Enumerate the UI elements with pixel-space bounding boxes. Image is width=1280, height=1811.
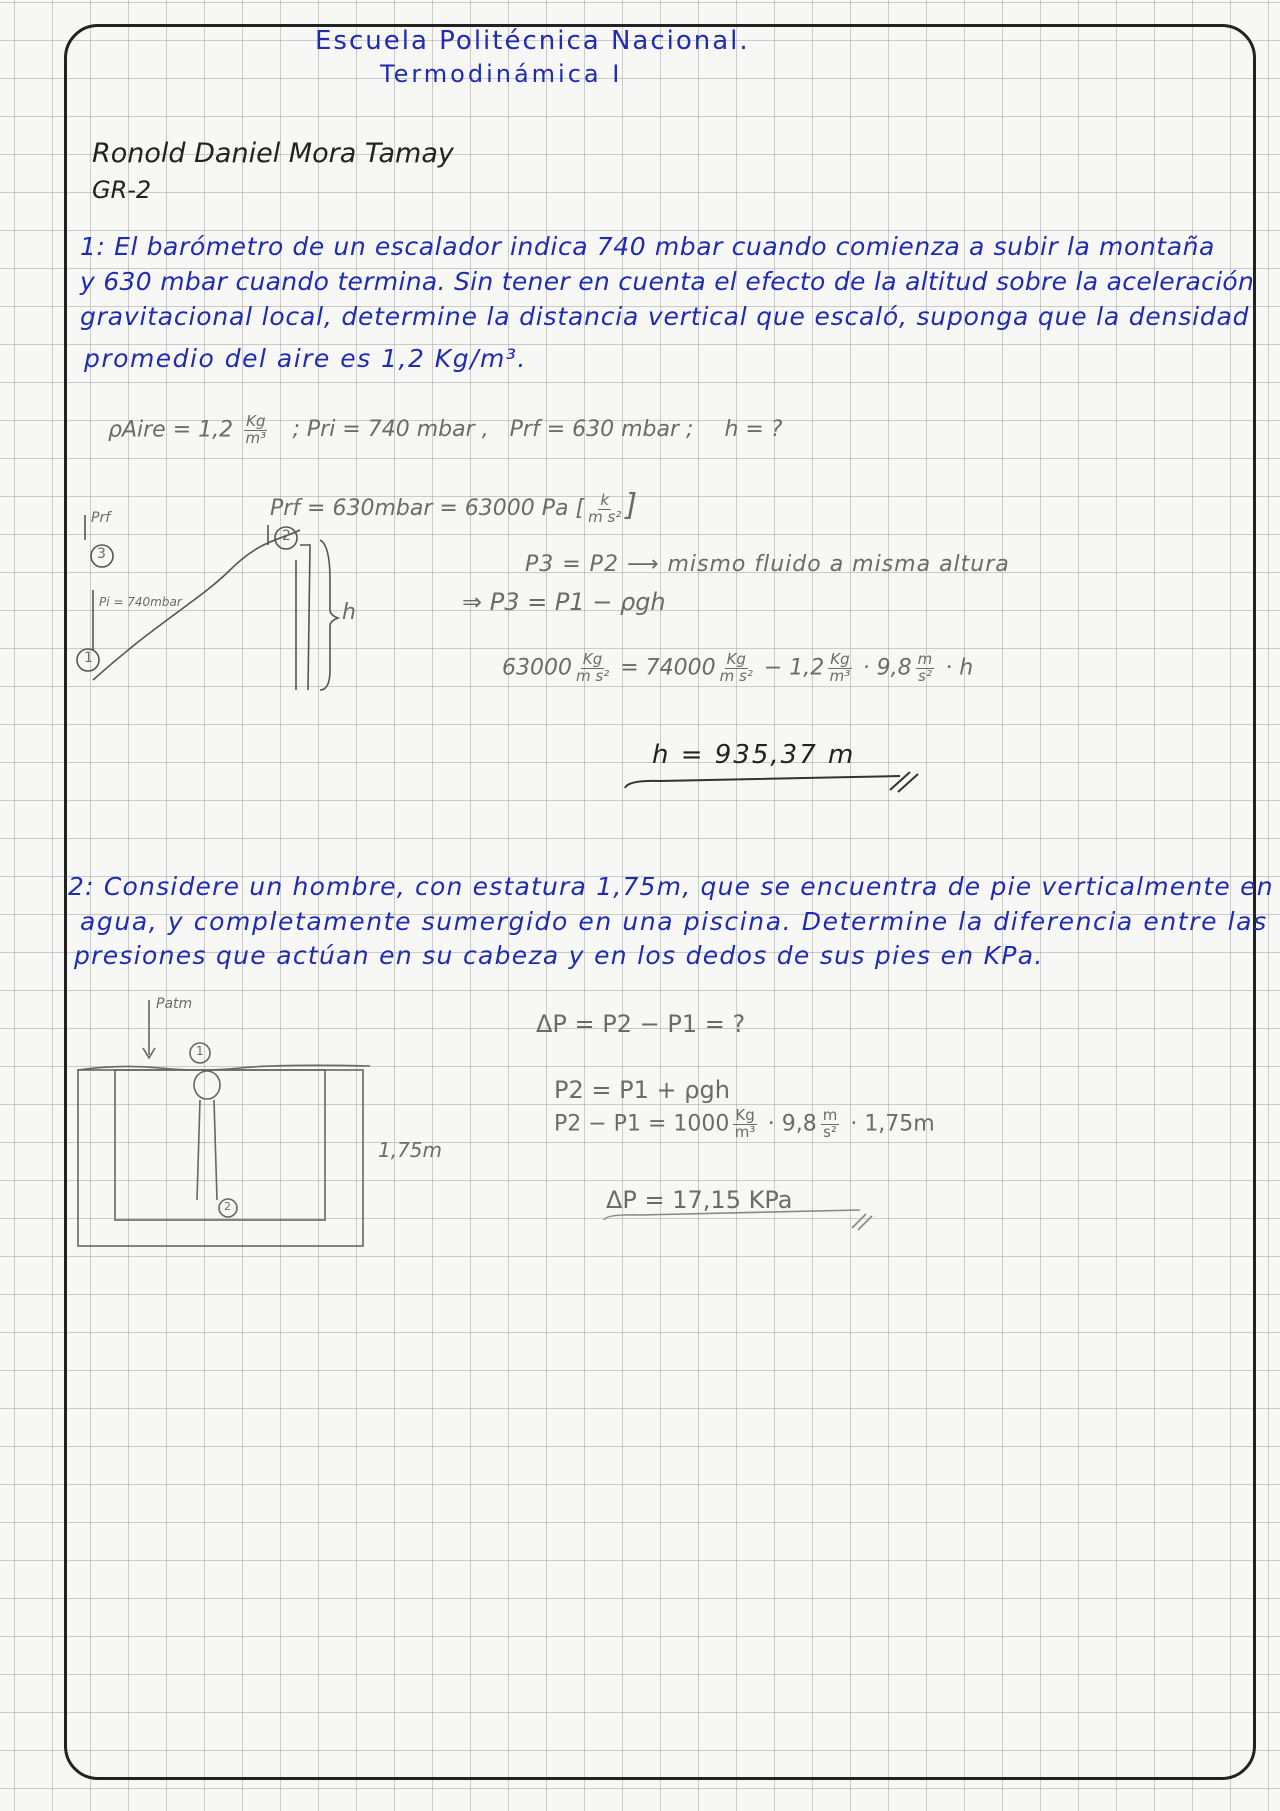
diagram-height-label: h bbox=[342, 600, 356, 625]
given-values bbox=[108, 414, 782, 447]
solution-step: ⇒ P3 = P1 − ρgh bbox=[462, 588, 666, 616]
diagram-point-3: 3 bbox=[97, 546, 106, 562]
depth-label: 1,75m bbox=[378, 1138, 443, 1162]
student-group: GR-2 bbox=[92, 176, 152, 204]
diagram-label-pi: Pi = 740mbar bbox=[99, 595, 182, 609]
problem1-line: 1: El barómetro de un escalador indica 740 mbar cuando comienza a subir la montaña bbox=[80, 232, 1215, 261]
solution-equation: 63000 $\frac{Kg}{\text{m s²}}$ = 74000 $\frac{Kg}{\text{m s²}}$ − 1,2 $\frac{Kg}{\text{m³}}$ · 9,8 $\frac{m}{\text{s²}}$ · h bbox=[502, 650, 974, 685]
result-pressure-difference: ΔP = 17,15 KPa bbox=[606, 1186, 793, 1214]
given-height: h = ? bbox=[724, 417, 783, 443]
problem2-line: 2: Considere un hombre, con estatura 1,75m, que se encuentra de pie verticalmente en bbox=[68, 872, 1274, 901]
fraction: $\frac{Kg}{\text{m³}}$ bbox=[245, 412, 267, 447]
solution-step: P2 = P1 + ρgh bbox=[554, 1076, 730, 1104]
school-title: Escuela Politécnica Nacional. bbox=[315, 26, 750, 56]
given-density: ρAire = 1,2 bbox=[108, 417, 234, 443]
diagram-point-1: 1 bbox=[84, 650, 93, 666]
result-height: h = 935,37 m bbox=[652, 740, 856, 770]
given-initial-pressure: ; Pri = 740 mbar , bbox=[292, 417, 489, 443]
solution-step: P3 = P2 ⟶ mismo fluido a misma altura bbox=[525, 552, 1010, 577]
given-final-pressure: Prf = 630 mbar ; bbox=[509, 417, 694, 443]
solution-step: ΔP = P2 − P1 = ? bbox=[536, 1010, 746, 1038]
problem1-line: y 630 mbar cuando termina. Sin tener en cuenta el efecto de la altitud sobre la aceleración bbox=[80, 267, 1255, 296]
student-name: Ronold Daniel Mora Tamay bbox=[92, 138, 454, 169]
diagram-point-2: 2 bbox=[282, 528, 291, 544]
diagram-point-2: 2 bbox=[224, 1200, 231, 1213]
result-underline bbox=[0, 0, 1, 1]
pressure-conversion: Prf = 630mbar = 63000 Pa [ $\frac{k}{\text{m s²}}$ ] bbox=[270, 488, 638, 526]
problem2-line: agua, y completamente sumergido en una piscina. Determine la diferencia entre las bbox=[80, 907, 1268, 936]
problem2-line: presiones que actúan en su cabeza y en los dedos de sus pies en KPa. bbox=[74, 941, 1044, 970]
solution-equation: P2 − P1 = 1000 $\frac{Kg}{\text{m³}}$ · 9,8 $\frac{m}{\text{s²}}$ · 1,75m bbox=[554, 1106, 935, 1141]
atmospheric-pressure-label: Patm bbox=[156, 996, 193, 1012]
problem1-line: gravitacional local, determine la distancia vertical que escaló, suponga que la densidad bbox=[80, 302, 1250, 331]
diagram-point-1: 1 bbox=[196, 1044, 204, 1058]
diagram-label-pf: Prf bbox=[91, 510, 111, 526]
problem1-line: promedio del aire es 1,2 Kg/m³. bbox=[84, 344, 527, 373]
course-title: Termodinámica I bbox=[380, 60, 623, 88]
